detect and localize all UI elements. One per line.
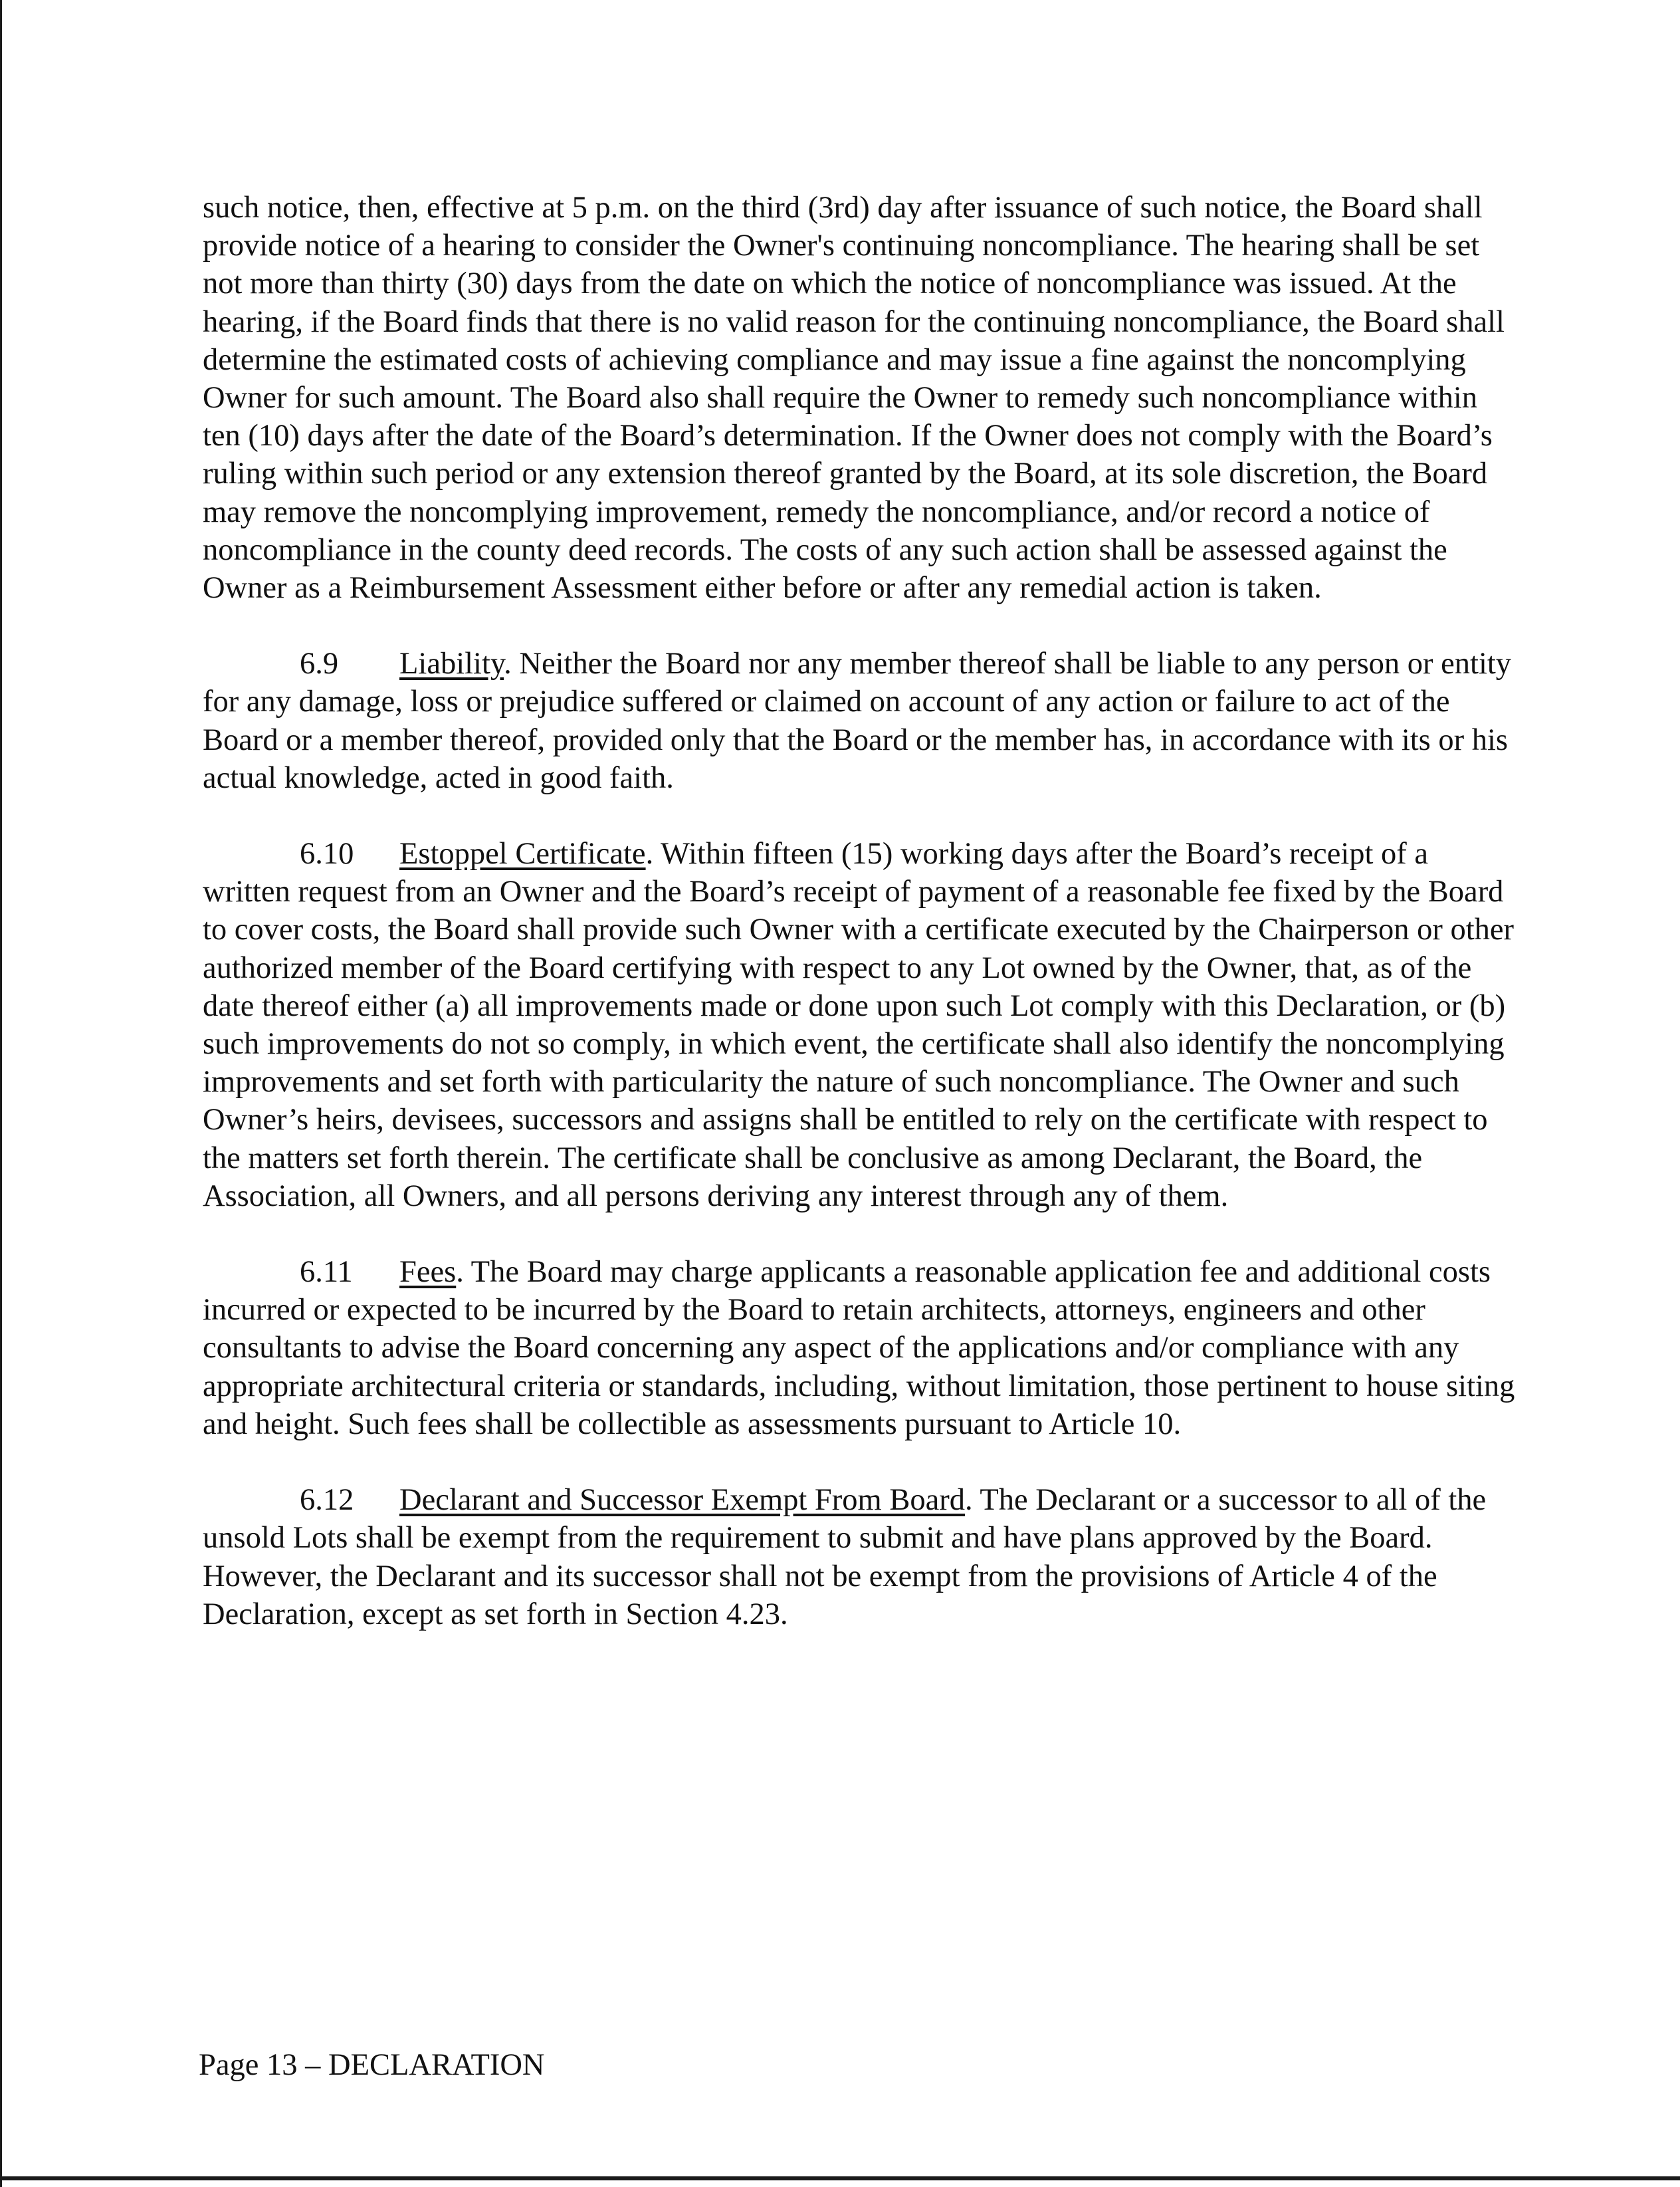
section-body: . Within fifteen (15) working days after the Board’s receipt of a written request from an Owner and the Board’s receipt of payment of a reasonable fee fixed by the Board to cover costs, the Board shall provide such Owner with a certificate executed by the Chairperson or other authorized member of the Board certifying with respect to any Lot owned by the Owner, that, as of the date thereof either (a) all improvements made or done upon such Lot comply with this Declaration, or (b) such improvements do not so comply, in which event, the certificate shall also identify the noncomplying improvements and set forth with particularity the nature of such noncompliance. The Owner and such Owner’s heirs, devisees, successors and assigns shall be entitled to rely on the certificate with respect to the matters set forth therein. The certificate shall be conclusive as among Declarant, the Board, the Association, all Owners, and all persons deriving any interest through any of them. <box>203 837 1515 1213</box>
section-body: . The Board may charge applicants a reasonable application fee and additional costs incurred or expected to be incurred by the Board to retain architects, attorneys, engineers and other consultants to advise the Board concerning any aspect of the applications and/or compliance with any appropriate architectural criteria or standards, including, without limitation, those pertinent to house siting and height. Such fees shall be collectible as assessments pursuant to Article 10. <box>203 1255 1515 1441</box>
section-title: Fees <box>399 1255 457 1290</box>
section-6-9 <box>203 645 1519 797</box>
section-body: . Neither the Board nor any member thereof shall be liable to any person or entity for any damage, loss or prejudice suffered or claimed on account of any action or failure to act of the Board or a member thereof, provided only that the Board or the member has, in accordance with its or his actual knowledge, acted in good faith. <box>203 647 1512 795</box>
section-6-12 <box>203 1481 1519 1633</box>
page-footer: Page 13 – DECLARATION <box>199 2048 545 2082</box>
scan-bottom-edge <box>0 2176 1680 2180</box>
section-6-10 <box>203 835 1519 1215</box>
section-number: 6.9 <box>300 647 339 681</box>
section-number: 6.10 <box>300 837 354 871</box>
document-body <box>203 189 1519 1671</box>
section-body: . The Declarant or a successor to all of the unsold Lots shall be exempt from the requirement to submit and have plans approved by the Board. However, the Declarant and its successor shall not be exempt from the provisions of Article 4 of the Declaration, except as set forth in Section 4.23. <box>203 1483 1487 1631</box>
scan-left-edge <box>0 0 2 2187</box>
section-title: Declarant and Successor Exempt From Board <box>399 1483 965 1518</box>
section-6-11 <box>203 1253 1519 1443</box>
continuation-paragraph: such notice, then, effective at 5 p.m. on the third (3rd) day after issuance of such notice, the Board shall provide notice of a hearing to consider the Owner's continuing noncompliance. The hearing shall be set not more than thirty (30) days from the date on which the notice of noncompliance was issued. At the hearing, if the Board finds that there is no valid reason for the continuing noncompliance, the Board shall determine the estimated costs of achieving compliance and may issue a fine against the noncomplying Owner for such amount. The Board also shall require the Owner to remedy such noncompliance within ten (10) days after the date of the Board’s determination. If the Owner does not comply with the Board’s ruling within such period or any extension thereof granted by the Board, at its sole discretion, the Board may remove the noncomplying improvement, remedy the noncompliance, and/or record a notice of noncompliance in the county deed records. The costs of any such action shall be assessed against the Owner as a Reimbursement Assessment either before or after any remedial action is taken. <box>203 191 1505 606</box>
section-title: Liability <box>399 647 504 681</box>
section-number: 6.11 <box>300 1255 353 1290</box>
section-title: Estoppel Certificate <box>399 837 646 871</box>
section-number: 6.12 <box>300 1483 354 1518</box>
